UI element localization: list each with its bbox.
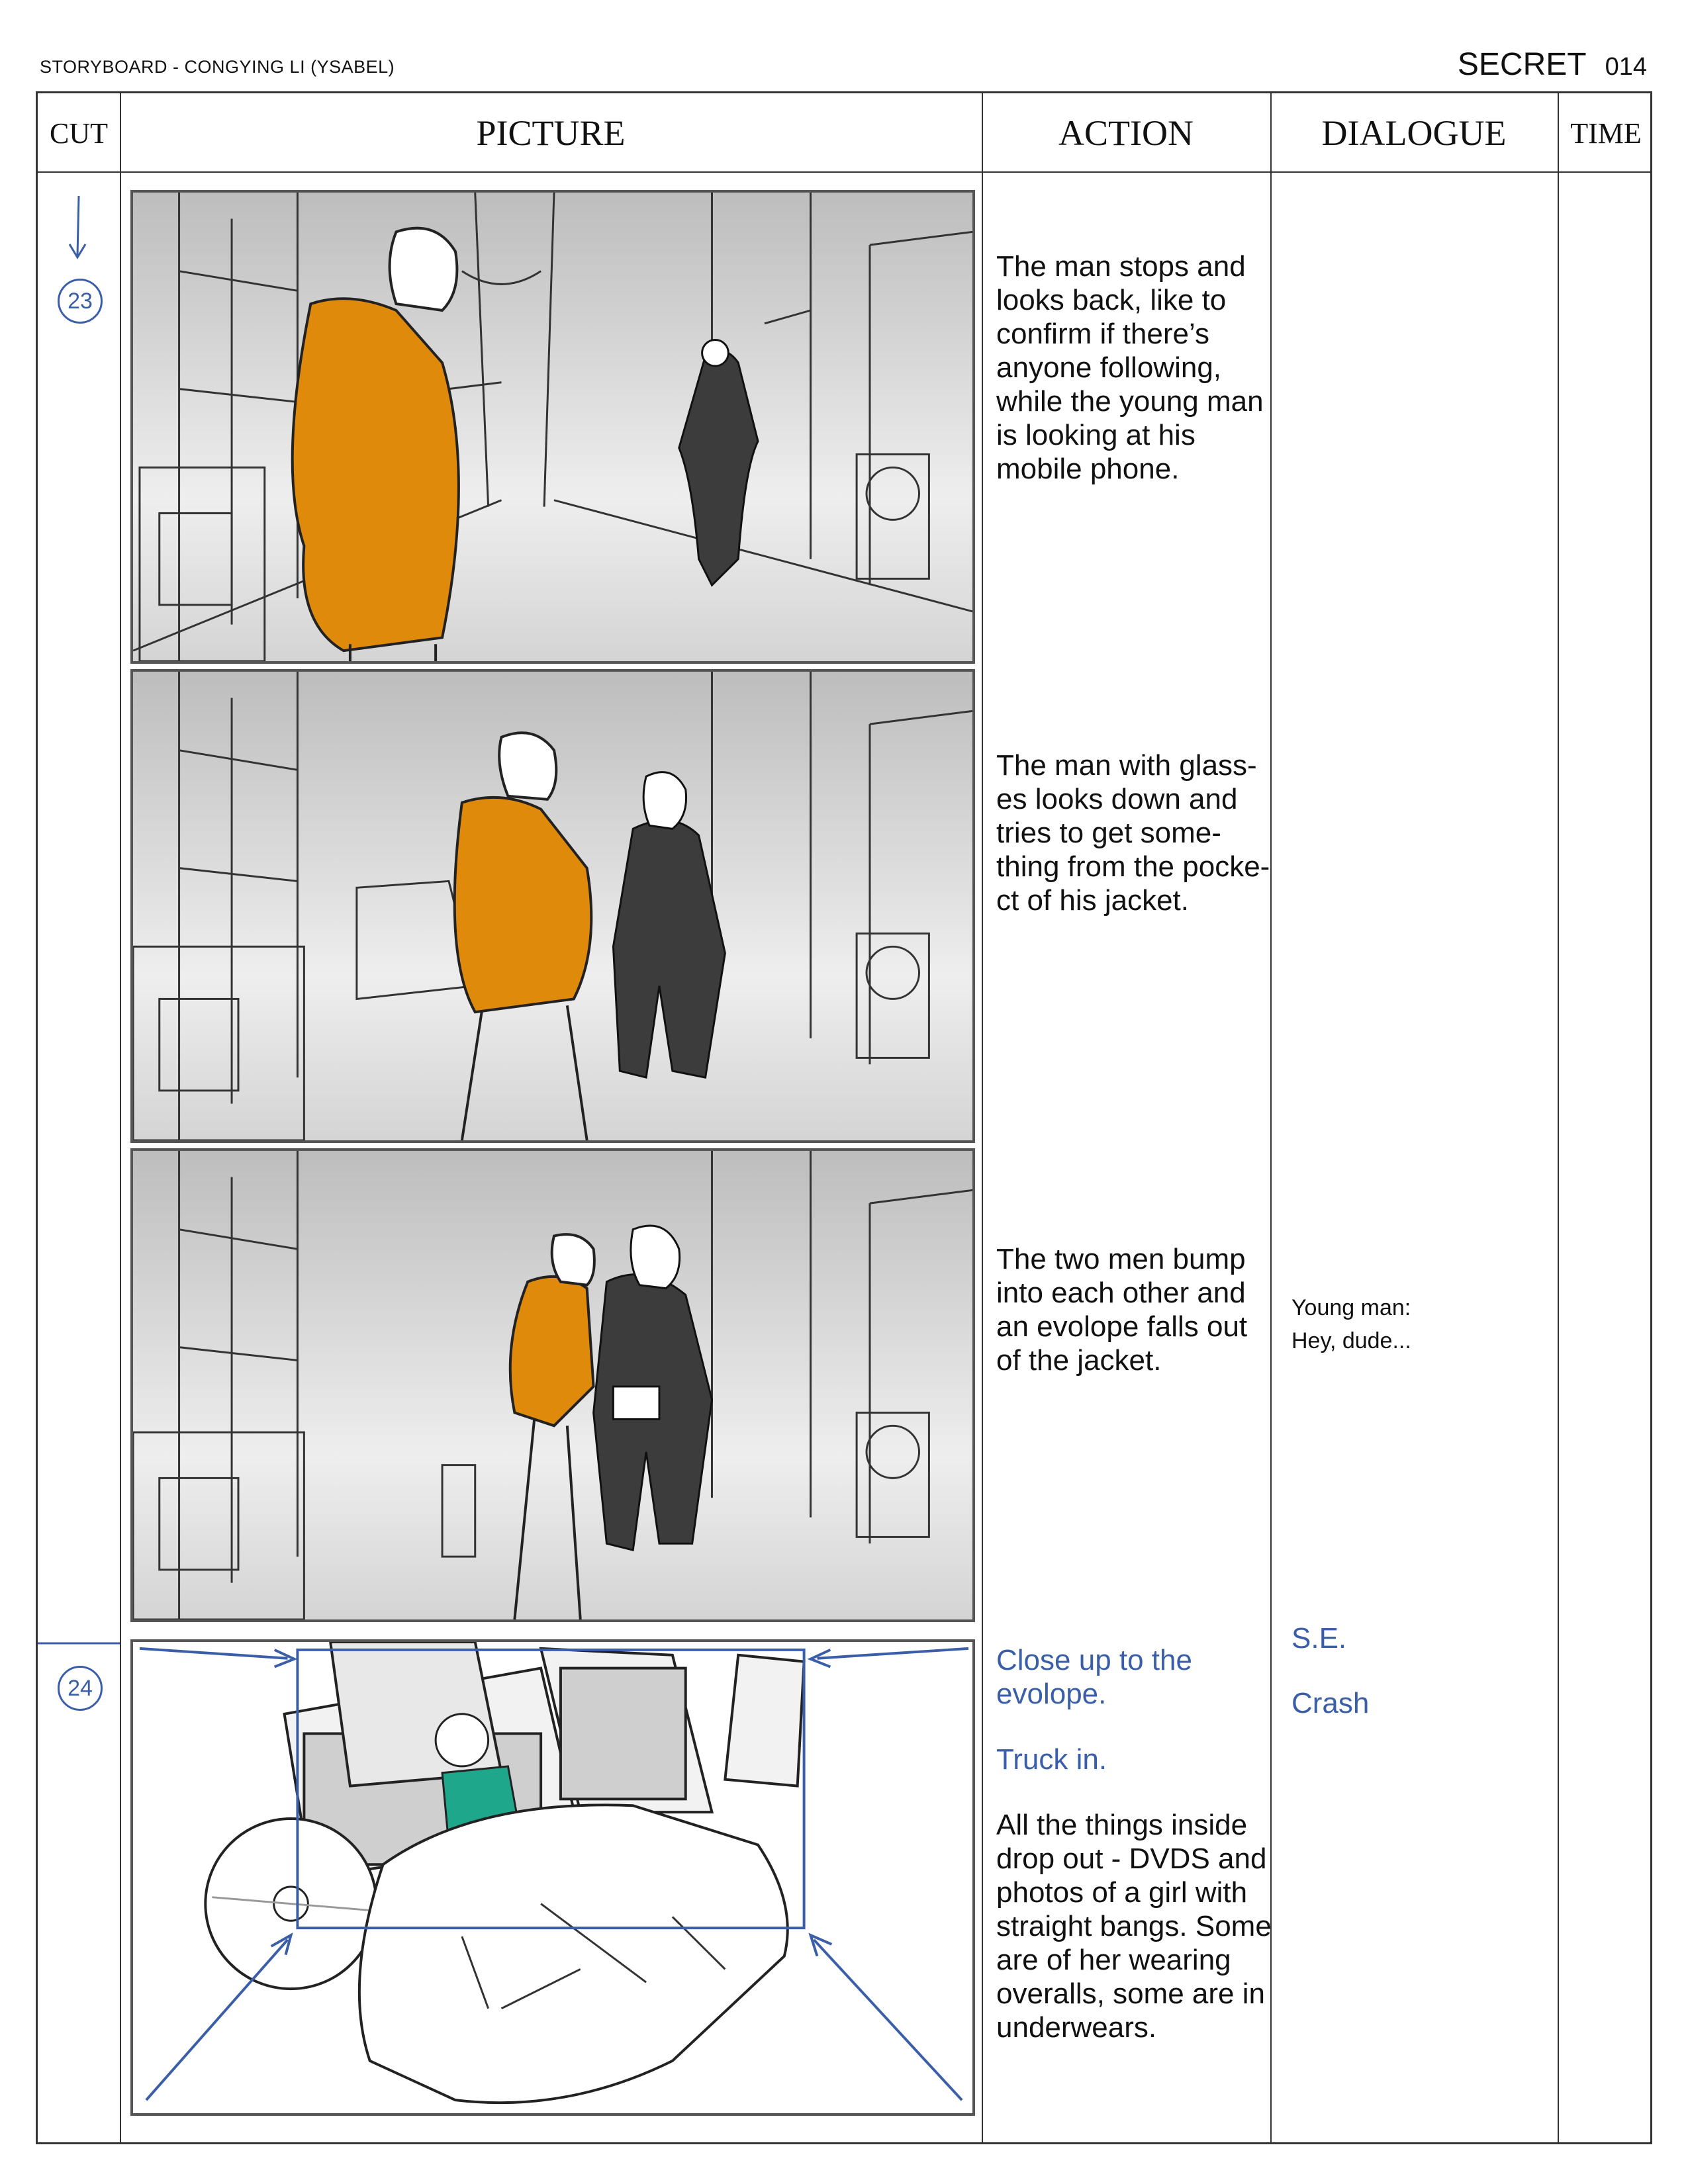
cut-number-badge: 24: [58, 1666, 103, 1711]
page-number: 014: [1605, 53, 1647, 81]
cut-separator-line: [38, 1641, 120, 1646]
action-text-4: [996, 1643, 1274, 2076]
column-header-action: ACTION: [1058, 113, 1194, 153]
project-title: SECRET: [1457, 47, 1587, 82]
panel-2-sketch: [133, 672, 972, 1140]
panel-4-sketch: [133, 1642, 972, 2113]
storyboard-credit: STORYBOARD - CONGYING LI (YSABEL): [40, 57, 395, 77]
dialogue-block-4: [1291, 1622, 1490, 1720]
divider-dialogue: [1558, 93, 1559, 2142]
sound-effect: Crash: [1291, 1687, 1370, 1719]
cut-number-badge: 23: [58, 279, 103, 324]
column-header-cut: CUT: [50, 116, 108, 150]
storyboard-panel-4: [130, 1639, 975, 2116]
camera-direction: Close up to the evolope.: [996, 1644, 1192, 1710]
column-header-dialogue: DIALOGUE: [1321, 113, 1507, 153]
dialogue-speaker: Young man:: [1291, 1295, 1411, 1320]
sound-effect-label: S.E.: [1291, 1622, 1347, 1655]
divider-cut: [120, 93, 121, 2142]
action-text-1: [996, 250, 1274, 518]
storyboard-panel-3: [130, 1148, 975, 1622]
dialogue-block-3: [1291, 1291, 1490, 1357]
action-line: The man with glass-es looks down and tries to get some-thing from the pocke-ct of his jacket.: [996, 749, 1270, 917]
action-line: The man stops and looks back, like to confirm if there’s anyone following, while the young man is looking at his mobile phone.: [996, 250, 1264, 485]
dialogue-line: Hey, dude...: [1291, 1328, 1411, 1353]
panel-1-sketch: [133, 193, 972, 661]
storyboard-panel-1: [130, 190, 975, 664]
column-header-time: TIME: [1570, 116, 1642, 150]
action-line: The two men bump into each other and an evolope falls out of the jacket.: [996, 1243, 1248, 1377]
storyboard-sheet: [36, 91, 1652, 2144]
panel-3-sketch: [133, 1151, 972, 1619]
continuation-arrow-icon: [64, 193, 91, 265]
header-right: [1458, 46, 1647, 83]
action-text-2: [996, 749, 1274, 949]
camera-move: Truck in.: [996, 1743, 1107, 1776]
action-line: All the things inside drop out - DVDS and photos of a girl with straight bangs. Some are of her wearing overalls, some are in underwears.: [996, 1809, 1272, 2044]
column-header-picture: PICTURE: [476, 113, 626, 153]
divider-picture: [982, 93, 983, 2142]
action-text-3: [996, 1242, 1274, 1409]
storyboard-panel-2: [130, 669, 975, 1143]
